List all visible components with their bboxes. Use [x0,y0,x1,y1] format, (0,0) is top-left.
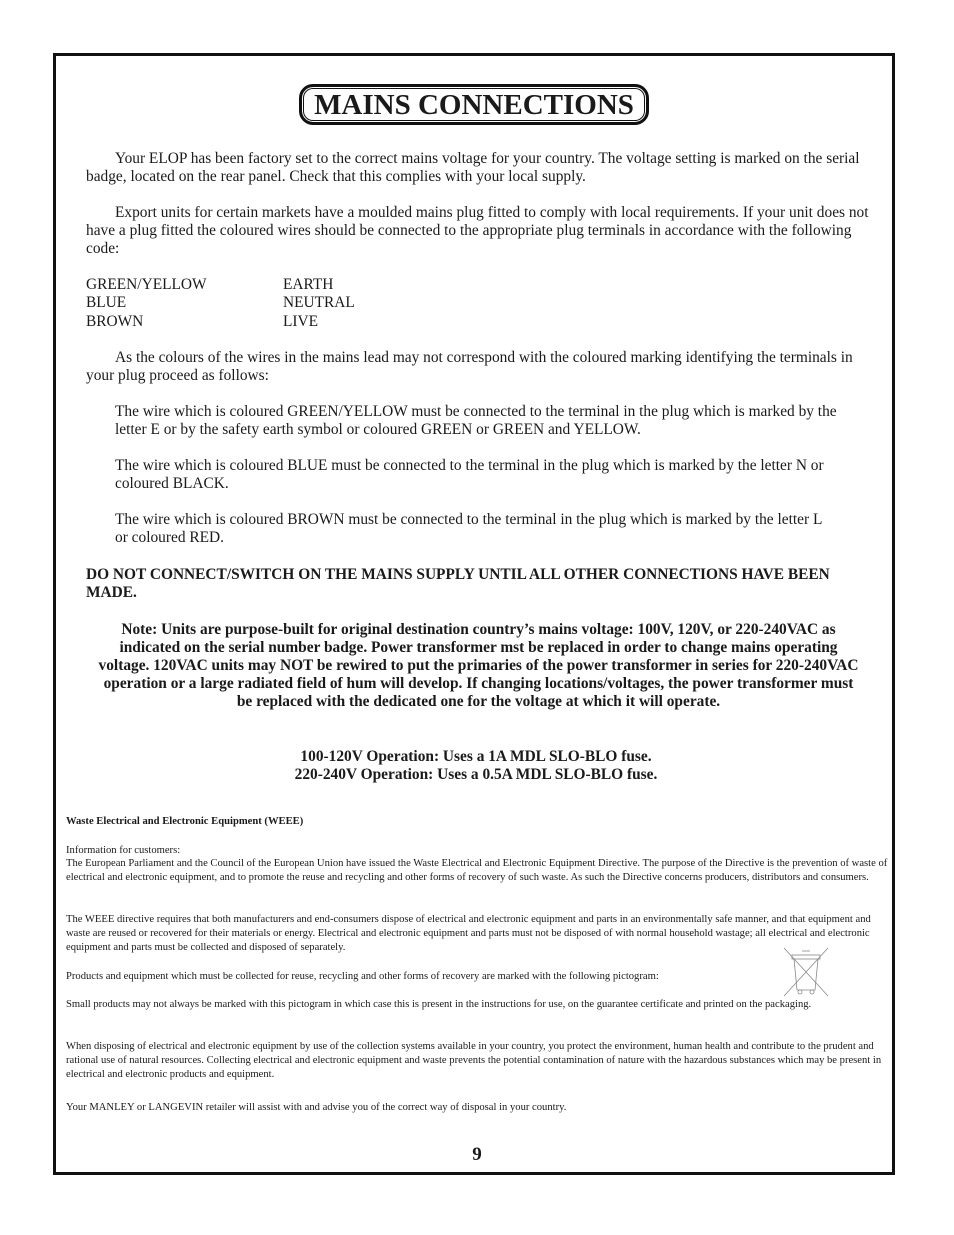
title-box [299,84,649,125]
fuse-line-1: 100-120V Operation: Uses a 1A MDL SLO-BLO fuse. [300,748,652,765]
weee-paragraph-1: The European Parliament and the Council of the European Union have issued the Waste Electrical and Electronic Equipment Directive. The purpose of the Directive is the prevention of waste of electrical and electronic equipment, and to promote the reuse and recycling and other forms of recovery of such waste. As such the Directive concerns producers, distributors and consumers. [66,858,888,883]
weee-paragraph-2: The WEEE directive requires that both manufacturers and end-consumers dispose of electrical and electronic equipment and parts in an environmentally safe manner, and that equipment and waste are reused or recovered for their materials or energy. Electrical and electronic equipment and parts must not be disposed of with normal household wastage; all electrical and electronic equipment and parts must be collected and disposed of separately. [66,914,871,953]
terminal-name: NEUTRAL [283,294,355,311]
code-row-earth [86,276,334,294]
weee-paragraph-6: Your MANLEY or LANGEVIN retailer will assist with and advise you of the correct way of disposal in your country. [66,1102,567,1113]
colours-note: As the colours of the wires in the mains lead may not correspond with the coloured marking identifying the terminals in your plug proceed as follows: [86,349,853,384]
weee-paragraph-4: Small products may not always be marked with this pictogram in which case this is present in the instructions for use, on the guarantee certificate and printed on the packaging. [66,999,812,1010]
page-title: MAINS CONNECTIONS [314,89,634,121]
weee-paragraph-5: When disposing of electrical and electronic equipment by use of the collection systems available in your country, you protect the environment, human health and contribute to the prudent and rational use of natural resources. Collecting electrical and electronic equipment and waste prevents the potential contamination of nature with the hazardous substances which may be present in electrical and electronic products and equipment. [66,1041,882,1080]
wire-colour: BROWN [86,313,144,330]
wire-colour: GREEN/YELLOW [86,276,207,293]
weee-info-label: Information for customers: [66,845,181,856]
crossed-out-bin-icon [778,942,834,998]
rule-green-yellow: The wire which is coloured GREEN/YELLOW must be connected to the terminal in the plug which is marked by the letter E or by the safety earth symbol or coloured GREEN or GREEN and YELLOW. [115,403,837,438]
terminal-name: LIVE [283,313,319,330]
rule-blue: The wire which is coloured BLUE must be connected to the terminal in the plug which is marked by the letter N or coloured BLACK. [115,457,824,492]
weee-paragraph-3: Products and equipment which must be collected for reuse, recycling and other forms of recovery are marked with the following pictogram: [66,971,659,982]
fuse-line-2: 220-240V Operation: Uses a 0.5A MDL SLO-BLO fuse. [294,766,658,783]
rule-brown: The wire which is coloured BROWN must be connected to the terminal in the plug which is marked by the letter L or coloured RED. [115,511,822,546]
weee-heading: Waste Electrical and Electronic Equipment (WEEE) [66,816,304,827]
page-number: 9 [472,1144,482,1165]
voltage-note: Note: Units are purpose-built for original destination country’s mains voltage: 100V, 120V, or 220-240VAC as indicated on the serial number badge. Power transformer mst be replaced in order to change mains operating voltage. 120VAC units may NOT be rewired to put the primaries of the power transformer in series for 220-240VAC operation or a large radiated field of hum will develop. If changing locations/voltages, the power transformer must be replaced with the dedicated one for the voltage at which it will operate. [98,621,859,710]
terminal-name: EARTH [283,276,334,293]
wire-colour: BLUE [86,294,127,311]
intro-paragraph: Your ELOP has been factory set to the correct mains voltage for your country. The voltage setting is marked on the serial badge, located on the rear panel. Check that this complies with your local supply. [86,150,860,185]
code-row-live [86,313,319,331]
code-row-neutral [86,294,355,312]
export-paragraph: Export units for certain markets have a moulded mains plug fitted to comply with local requirements. If your unit does not have a plug fitted the coloured wires should be connected to the appropriate plug terminals in accordance with the following code: [86,204,869,257]
warning-text: DO NOT CONNECT/SWITCH ON THE MAINS SUPPLY UNTIL ALL OTHER CONNECTIONS HAVE BEEN MADE. [86,566,830,601]
